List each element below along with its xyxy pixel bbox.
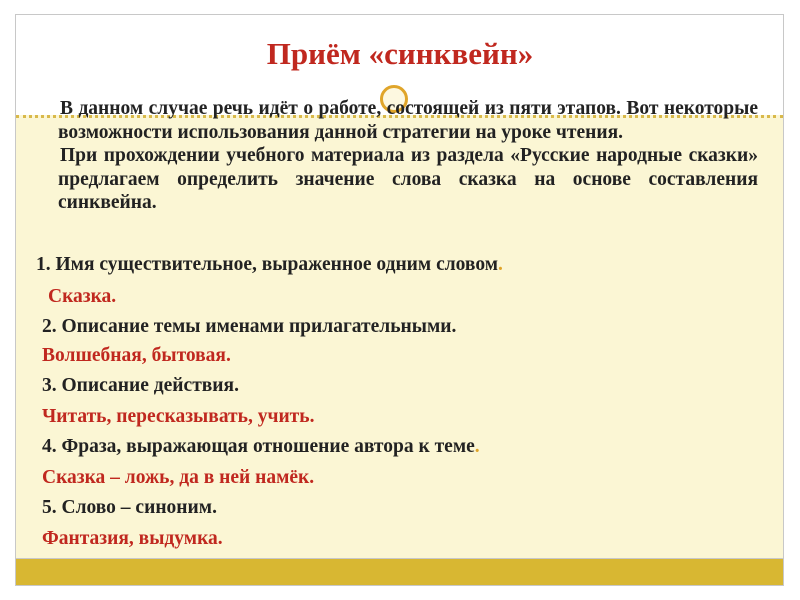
intro-text <box>58 97 758 215</box>
step-1-heading: 1. Имя существительное, выраженное одним словом. <box>36 254 503 275</box>
step-5-heading: 5. Слово – синоним. <box>42 497 217 518</box>
step-2-heading: 2. Описание темы именами прилагательными. <box>42 316 457 337</box>
intro-paragraph-1: В данном случае речь идёт о работе, состоящей из пяти этапов. Вот некоторые возможности использования данной стратегии на уроке чтения. <box>58 98 758 143</box>
intro-paragraph-2: При прохождении учебного материала из раздела «Русские народные сказки» предлагаем определить значение слова сказка на основе составления синквейна. <box>58 145 758 213</box>
step-4-heading: 4. Фраза, выражающая отношение автора к теме. <box>42 436 480 457</box>
step-4-answer: Сказка – ложь, да в ней намёк. <box>42 467 315 488</box>
step-3-answer: Читать, пересказывать, учить. <box>42 406 315 427</box>
step-5-answer: Фантазия, выдумка. <box>42 528 223 549</box>
step-2-answer: Волшебная, бытовая. <box>42 345 231 366</box>
footer-bar <box>16 559 783 585</box>
step-1-answer: Сказка. <box>48 286 117 307</box>
slide-title: Приём «синквейн» <box>266 36 534 71</box>
step-3-heading: 3. Описание действия. <box>42 375 239 396</box>
